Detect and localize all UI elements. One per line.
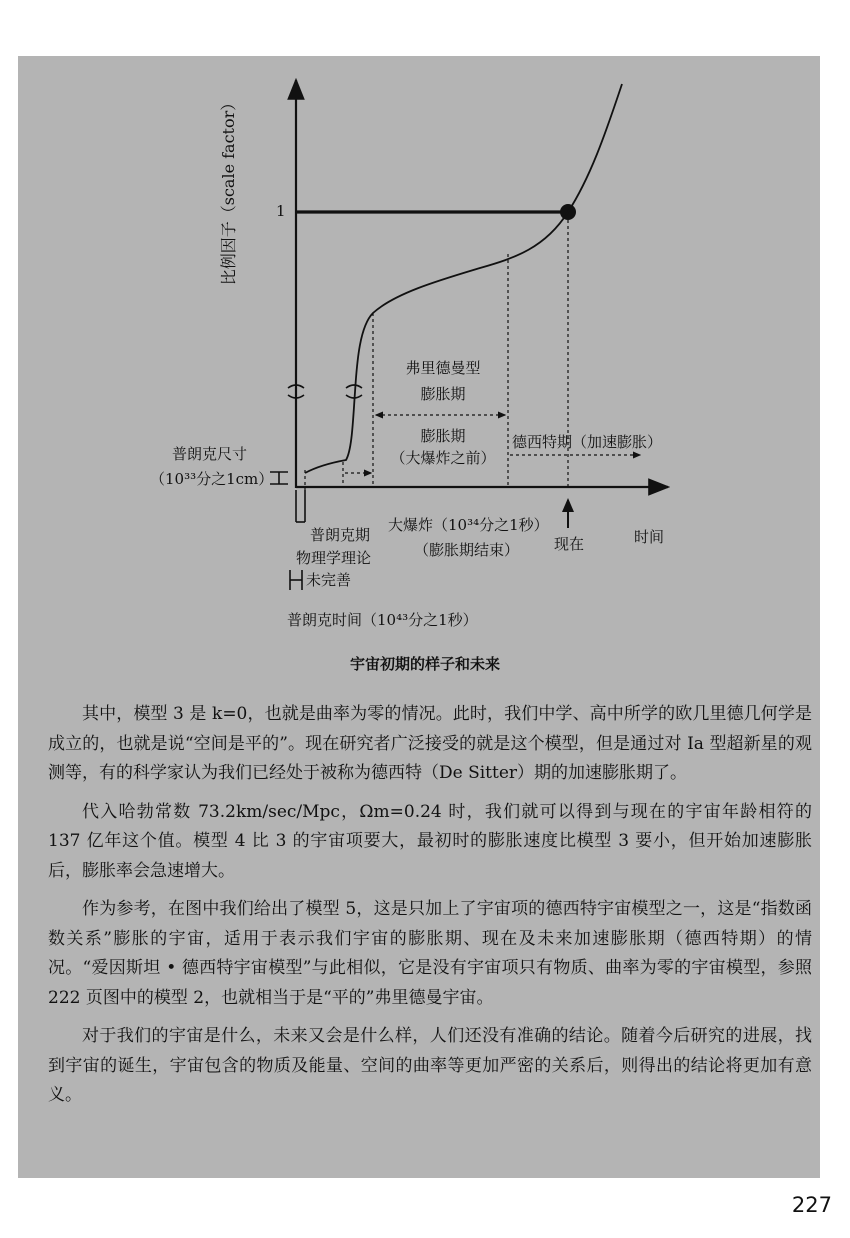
friedmann-label-2: 膨胀期 [420,385,466,403]
now-label: 现在 [554,535,585,553]
tick-label-one: 1 [276,202,286,220]
planck-time-label: 普朗克时间（10⁴³分之1秒） [287,611,478,629]
time-axis-label: 时间 [634,528,665,546]
y-axis-label: 比例因子（scale factor） [219,94,238,286]
inflation-label-1: 膨胀期 [420,427,466,445]
body-text [48,700,812,1120]
planck-era-label-1: 普朗克期 [310,526,371,544]
paragraph-2: 代入哈勃常数 73.2km/sec/Mpc，Ωm=0.24 时，我们就可以得到与现在的宇宙年龄相符的 137 亿年这个值。模型 4 比 3 的宇宙项要大，最初时的膨胀速度比模型 3 要小，但开始加速膨胀后，膨胀率会急速增大。 [48,801,812,881]
inflation-label-2: （大爆炸之前） [390,449,496,467]
paragraph-3: 作为参考，在图中我们给出了模型 5，这是只加上了宇宙项的德西特宇宙模型之一，这是“指数函数关系”膨胀的宇宙，适用于表示我们宇宙的膨胀期、现在及未来加速膨胀期（德西特期）的情况。“爱因斯坦 • 德西特宇宙模型”与此相似，它是没有宇宙项只有物质、曲率为零的宇宙模型，参照 222 页图中的模型 2，也就相当于是“平的”弗里德曼宇宙。 [48,899,812,1008]
paragraph-1: 其中，模型 3 是 k=0，也就是曲率为零的情况。此时，我们中学、高中所学的欧几里德几何学是成立的，也就是说“空间是平的”。现在研究者广泛接受的就是这个模型，但是通过对 Ia 型超新星的观测等，有的科学家认为我们已经处于被称为德西特（De Sitter）期的加速膨胀期了。 [48,704,812,783]
planck-size-label-2: （10³³分之1cm） [150,470,274,488]
planck-size-label-1: 普朗克尺寸 [172,445,248,463]
bigbang-label-1: 大爆炸（10³⁴分之1秒） [388,516,549,534]
desitter-label: 德西特期（加速膨胀） [512,433,663,451]
bigbang-label-2: （膨胀期结束） [414,541,520,559]
planck-time-bracket [290,570,302,590]
planck-era-label-3: 未完善 [306,571,352,589]
figure-caption: 宇宙初期的样子和未来 [349,655,500,673]
planck-era-bracket [296,490,305,522]
friedmann-label-1: 弗里德曼型 [405,359,481,377]
page-number: 227 [791,1193,832,1217]
scale-factor-curve [305,84,622,473]
planck-era-label-2: 物理学理论 [296,549,372,567]
paragraph-4: 对于我们的宇宙是什么，未来又会是什么样，人们还没有准确的结论。随着今后研究的进展，找到宇宙的诞生，宇宙包含的物质及能量、空间的曲率等更加严密的关系后，则得出的结论将更加有意义。 [48,1026,812,1105]
